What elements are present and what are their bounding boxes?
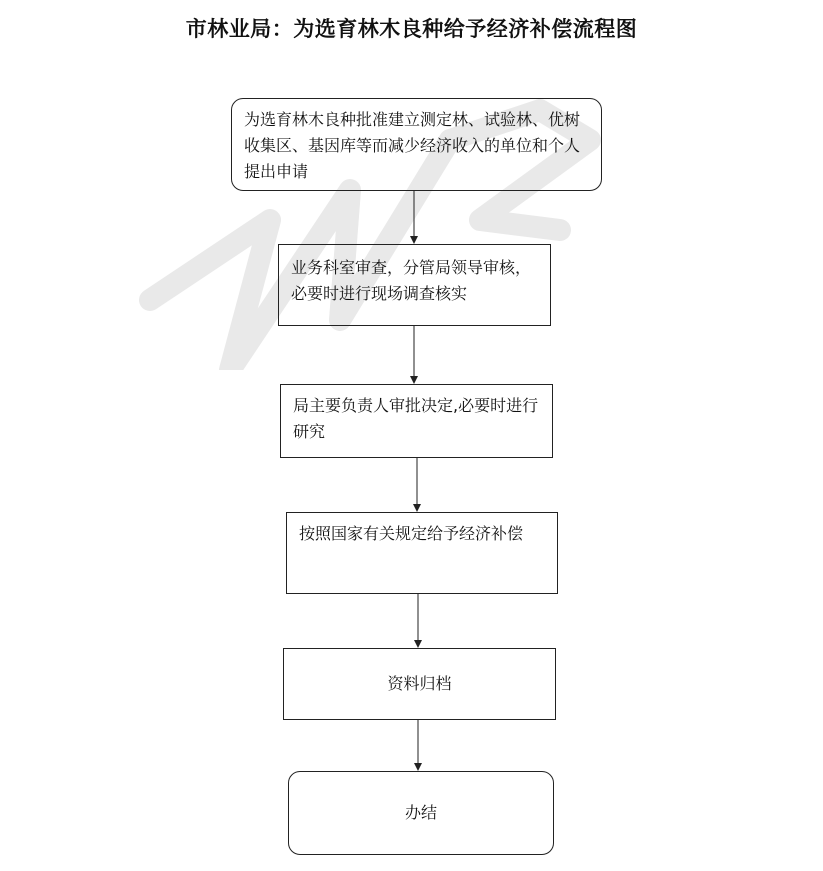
step-archive-text: 资料归档 (387, 674, 452, 693)
step-done (288, 771, 554, 855)
step-decide-text: 局主要负责人审批决定,必要时进行研究 (293, 396, 539, 441)
step-decide (280, 384, 553, 458)
step-done-text: 办结 (404, 803, 437, 822)
page-title: 市林业局：为选育林木良种给予经济补偿流程图 (185, 16, 638, 41)
step-compensate-text: 按照国家有关规定给予经济补偿 (299, 524, 524, 543)
step-review (278, 244, 551, 326)
step-apply (231, 98, 602, 191)
step-apply-text: 为选育林木良种批准建立测定林、试验林、优树收集区、基因库等而减少经济收入的单位和个人提出申请 (244, 110, 581, 181)
step-review-text: 业务科室审查，分管局领导审核，必要时进行现场调查核实 (291, 258, 532, 303)
step-compensate (286, 512, 558, 594)
step-archive (283, 648, 556, 720)
